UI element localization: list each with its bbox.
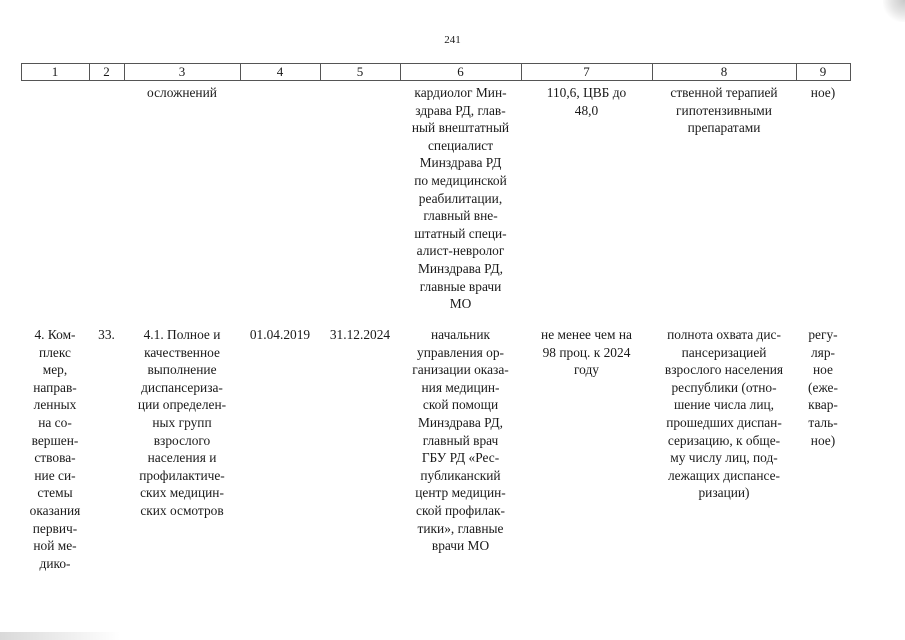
header-divider-9 bbox=[850, 63, 851, 81]
header-col-5: 5 bbox=[356, 64, 364, 79]
cont-row-col7: 110,6, ЦВБ до 48,0 bbox=[546, 85, 627, 118]
header-col-3: 3 bbox=[178, 64, 186, 79]
header-bottom-border bbox=[21, 80, 850, 81]
row33-col8-indicator: полнота охвата дис- пансеризацией взрослого населения республики (отно- шение числа лиц, прошедших диспан- серизацию, к обще- му числу лиц, под- лежащих диспансе- ризации) bbox=[664, 327, 784, 501]
scan-shadow-bottom bbox=[0, 632, 120, 640]
header-col-6: 6 bbox=[457, 64, 464, 79]
header-col-7: 7 bbox=[583, 64, 590, 79]
row33-col2-number: 33. bbox=[98, 327, 115, 342]
row33-col9-frequency: регу- ляр- ное (еже- квар- таль- ное) bbox=[808, 327, 838, 448]
row33-col1-measure: 4. Ком- плекс мер, направ- ленных на со- вершен- ствова- ние си- стемы оказания первич- ной ме- дико- bbox=[29, 327, 81, 571]
cont-row-col9: ное) bbox=[810, 85, 836, 100]
header-col-9: 9 bbox=[819, 64, 827, 79]
row33-col7-target: не менее чем на 98 проц. к 2024 году bbox=[541, 327, 632, 378]
header-col-8: 8 bbox=[720, 64, 728, 79]
page-number: 241 bbox=[444, 34, 461, 46]
cont-row-col3: осложнений bbox=[147, 85, 217, 100]
row33-col6-responsible: начальник управления ор- ганизации оказа- ния медицин- ской помощи Минздрава РД, главный врач ГБУ РД «Рес- публиканский центр медицин- ской профилак- тики», главные врачи МО bbox=[412, 327, 509, 554]
cont-row-col6: кардиолог Мин- здрава РД, глав- ный внештатный специалист Минздрава РД по медицинской реабилитации, главный вне- штатный специ- алист-невролог Минздрава РД, главные врачи МО bbox=[411, 85, 510, 312]
header-col-2: 2 bbox=[103, 64, 110, 79]
row33-col3-action: 4.1. Полное и качественное выполнение диспансериза- ции определен- ных групп взрослого населения и профилактиче- ских медицин- ских осмотров bbox=[137, 327, 227, 518]
row33-col4-start-date: 01.04.2019 bbox=[249, 327, 311, 342]
header-col-1: 1 bbox=[51, 64, 59, 79]
scan-shadow-corner bbox=[883, 0, 905, 22]
header-col-4: 4 bbox=[276, 64, 284, 79]
row33-col5-end-date: 31.12.2024 bbox=[329, 327, 391, 342]
cont-row-col8: ственной терапией гипотензивными препаратами bbox=[670, 85, 778, 136]
